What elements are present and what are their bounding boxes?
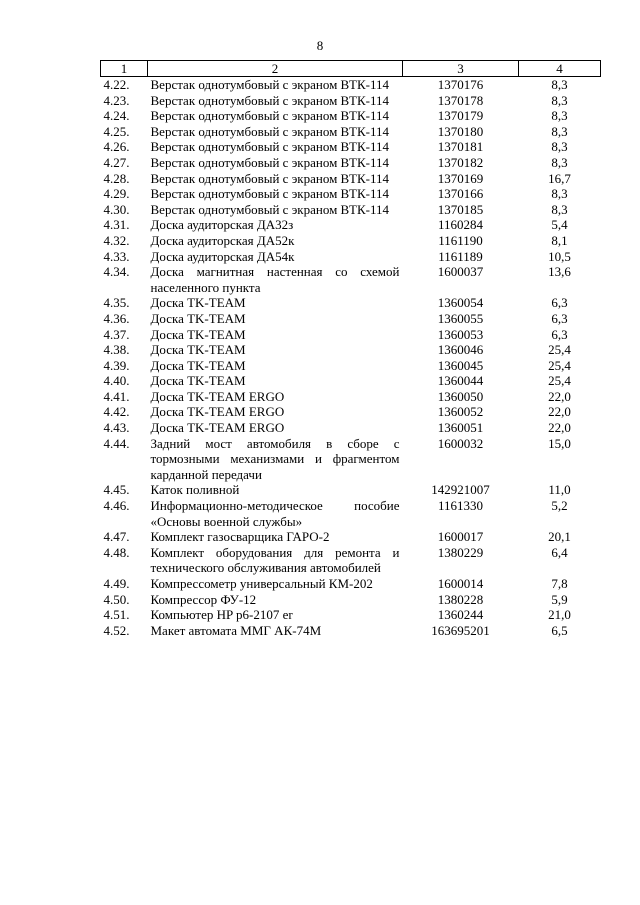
table-row [101,217,601,233]
item-name: Компрессор ФУ-12 [150,591,257,607]
item-name: Компрессометр универсальный КМ-202 [150,576,373,591]
row-number: 4.29. [103,186,130,202]
item-code: 1360052 [437,404,484,420]
item-name: Верстак однотумбовый с экраном ВТК-114 [150,108,390,124]
item-value: 6,3 [551,326,568,342]
header-col-1: 1 [101,61,148,77]
table-row [101,124,601,140]
item-name: Доска TK-TEAM ERGO [150,388,285,404]
item-code: 1161190 [438,232,483,248]
item-value: 15,0 [548,435,571,451]
table-row [101,186,601,202]
table-row [101,327,601,343]
item-name: Доска TK-TEAM [150,326,246,342]
equipment-table [100,60,601,638]
header-col-2: 2 [148,61,403,77]
item-value: 8,3 [551,77,568,92]
item-name: Доска TK-TEAM [150,310,246,326]
item-code: 1600037 [437,264,484,280]
item-value: 8,3 [551,108,568,124]
page-number: 8 [316,38,324,53]
row-number: 4.37. [103,326,130,342]
item-name: Верстак однотумбовый с экраном ВТК-114 [150,186,390,202]
row-number: 4.52. [103,622,130,638]
item-value: 5,2 [551,498,568,514]
table-row [101,482,601,498]
item-code: 1370180 [437,123,484,139]
item-code: 1360046 [437,342,484,358]
item-code: 1380229 [437,544,484,560]
row-number: 4.41. [103,388,130,404]
item-value: 25,4 [548,373,571,389]
item-value: 8,1 [551,232,568,248]
item-code: 1370176 [437,77,484,92]
row-number: 4.49. [103,576,130,591]
item-value: 8,3 [551,201,568,217]
item-code: 142921007 [431,482,490,498]
row-number: 4.48. [103,544,130,560]
item-name: Верстак однотумбовый с экраном ВТК-114 [150,123,390,139]
header-row [101,61,601,77]
row-number: 4.51. [103,607,130,623]
row-number: 4.43. [103,420,130,436]
item-name: Макет автомата ММГ АК-74М [150,622,322,638]
item-code: 1370179 [437,108,484,124]
table-row [101,155,601,171]
item-code: 1380228 [437,591,484,607]
row-number: 4.46. [103,498,130,514]
item-name: Доска магнитная настенная со схемой населенного пункта [150,264,400,295]
item-name: Доска TK-TEAM [150,342,246,358]
item-code: 1360051 [437,420,484,436]
item-code: 1161189 [438,248,483,264]
item-value: 10,5 [548,248,571,264]
item-code: 1370182 [437,154,484,170]
table-row [101,93,601,109]
item-value: 25,4 [548,342,571,358]
row-number: 4.45. [103,482,130,498]
item-code: 163695201 [431,622,490,638]
row-number: 4.22. [103,77,130,92]
table-row [101,358,601,374]
item-value: 21,0 [548,607,571,623]
item-name: Доска TK-TEAM ERGO [150,404,285,420]
item-name: Доска TK-TEAM [150,295,246,311]
item-code: 1360244 [437,607,484,623]
item-code: 1370169 [437,170,484,186]
item-value: 22,0 [548,420,571,436]
item-code: 1360044 [437,373,484,389]
item-value: 8,3 [551,154,568,170]
table-row [101,264,601,295]
row-number: 4.35. [103,295,130,311]
table-row [101,249,601,265]
item-value: 22,0 [548,388,571,404]
table-row [101,498,601,529]
row-number: 4.31. [103,217,130,233]
row-number: 4.44. [103,435,130,451]
item-name: Задний мост автомобиля в сборе с тормозными механизмами и фрагментом карданной передачи [150,435,400,482]
item-code: 1370166 [437,186,484,202]
row-number: 4.27. [103,154,130,170]
item-code: 1370181 [437,139,484,155]
table-row [101,623,601,639]
item-value: 20,1 [548,529,571,545]
item-name: Доска TK-TEAM ERGO [150,420,285,436]
row-number: 4.39. [103,357,130,373]
item-name: Компьютер HP p6-2107 er [150,607,293,623]
item-value: 6,3 [551,310,568,326]
item-name: Доска TK-TEAM [150,357,246,373]
item-value: 13,6 [548,264,571,280]
item-code: 1360055 [437,310,484,326]
table-row [101,545,601,576]
item-code: 1360054 [437,295,484,311]
table-body [101,77,601,639]
table-row [101,420,601,436]
row-number: 4.38. [103,342,130,358]
table-row [101,576,601,592]
item-code: 1370178 [437,92,484,108]
row-number: 4.23. [103,92,130,108]
table-row [101,404,601,420]
table-row [101,77,601,93]
item-value: 6,5 [551,622,568,638]
item-value: 6,3 [551,295,568,311]
item-value: 8,3 [551,123,568,139]
item-name: Комплект оборудования для ремонта и технического обслуживания автомобилей [150,544,400,576]
item-code: 1600032 [437,435,484,451]
row-number: 4.24. [103,108,130,124]
item-value: 22,0 [548,404,571,420]
row-number: 4.32. [103,232,130,248]
table-row [101,436,601,483]
row-number: 4.33. [103,248,130,264]
item-code: 1360050 [437,388,484,404]
table-row [101,202,601,218]
item-code: 1160284 [437,217,484,233]
table-row [101,233,601,249]
table-row [101,389,601,405]
table-row [101,607,601,623]
row-number: 4.25. [103,123,130,139]
item-name: Доска аудиторская ДА54к [150,248,295,264]
table-row [101,171,601,187]
item-value: 25,4 [548,357,571,373]
item-value: 5,4 [551,217,568,233]
item-value: 8,3 [551,92,568,108]
row-number: 4.47. [103,529,130,545]
row-number: 4.36. [103,310,130,326]
item-value: 7,8 [551,576,568,591]
item-code: 1161330 [437,498,484,514]
item-value: 8,3 [551,186,568,202]
item-name: Комплект газосварщика ГАРО-2 [150,529,330,545]
item-value: 11,0 [548,482,571,498]
item-name: Верстак однотумбовый с экраном ВТК-114 [150,170,390,186]
item-code: 1600014 [437,576,484,591]
item-name: Доска аудиторская ДА32з [150,217,294,233]
row-number: 4.26. [103,139,130,155]
item-code: 1370185 [437,201,484,217]
table-row [101,529,601,545]
table-row [101,139,601,155]
row-number: 4.30. [103,201,130,217]
header-col-4: 4 [519,61,601,77]
item-value: 5,9 [551,591,568,607]
row-number: 4.40. [103,373,130,389]
item-value: 8,3 [551,139,568,155]
header-col-3: 3 [403,61,519,77]
item-value: 6,4 [551,544,568,560]
table-header [101,61,601,77]
item-name: Верстак однотумбовый с экраном ВТК-114 [150,139,390,155]
table-row [101,108,601,124]
item-value: 16,7 [548,170,571,186]
item-name: Доска аудиторская ДА52к [150,232,295,248]
row-number: 4.42. [103,404,130,420]
row-number: 4.50. [103,591,130,607]
table-row [101,295,601,311]
item-name: Доска TK-TEAM [150,373,246,389]
item-name: Верстак однотумбовый с экраном ВТК-114 [150,201,390,217]
table-row [101,592,601,608]
item-name: Верстак однотумбовый с экраном ВТК-114 [150,92,390,108]
item-name: Информационно-методическое пособие «Основы военной службы» [150,498,400,529]
table-row [101,311,601,327]
item-code: 1600017 [437,529,484,545]
item-code: 1360053 [437,326,484,342]
table-row [101,342,601,358]
row-number: 4.28. [103,170,130,186]
row-number: 4.34. [103,264,130,280]
item-code: 1360045 [437,357,484,373]
item-name: Каток поливной [150,482,240,498]
item-name: Верстак однотумбовый с экраном ВТК-114 [150,154,390,170]
table-row [101,373,601,389]
item-name: Верстак однотумбовый с экраном ВТК-114 [150,77,390,92]
